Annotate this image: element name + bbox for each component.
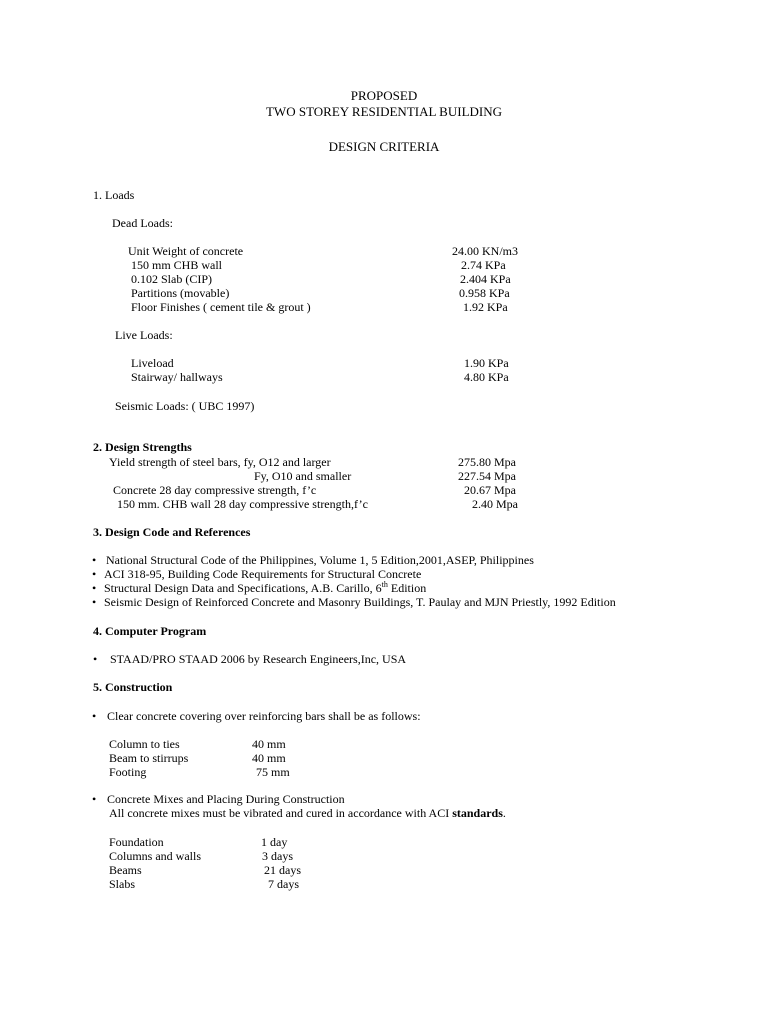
strength-value: 20.67 Mpa [464, 483, 516, 497]
dead-load-label: Floor Finishes ( cement tile & grout ) [131, 300, 311, 314]
strength-label: Yield strength of steel bars, fy, O12 and larger [109, 455, 331, 469]
bullet: • [93, 652, 98, 666]
bullet: • [92, 792, 97, 806]
title-design-criteria: DESIGN CRITERIA [328, 139, 440, 154]
dead-load-label: 150 mm CHB wall [131, 258, 223, 272]
program-item: STAAD/PRO STAAD 2006 by Research Engineers,Inc, USA [110, 652, 407, 666]
section-construction-heading: 5. Construction [93, 680, 173, 694]
bullet: • [92, 581, 97, 595]
curing-label: Slabs [109, 877, 136, 891]
title-proposed: PROPOSED [350, 88, 418, 103]
section-program-heading: 4. Computer Program [93, 624, 207, 638]
bullet: • [92, 709, 97, 723]
cover-label: Column to ties [109, 737, 180, 751]
curing-value: 1 day [261, 835, 288, 849]
reference-item: Seismic Design of Reinforced Concrete and Masonry Buildings, T. Paulay and MJN Priestly, 1992 Edition [104, 595, 616, 609]
dead-load-value: 2.74 KPa [461, 258, 506, 272]
strength-label: Concrete 28 day compressive strength, f’c [113, 483, 317, 497]
cover-value: 75 mm [256, 765, 290, 779]
strength-value: 275.80 Mpa [458, 455, 516, 469]
cover-label: Footing [109, 765, 147, 779]
mix-text-end: . [502, 806, 506, 820]
dead-loads-heading: Dead Loads: [112, 216, 173, 230]
cover-value: 40 mm [252, 751, 286, 765]
reference-item-text: Structural Design Data and Specifications, A.B. Carillo, 6 [104, 581, 382, 595]
live-load-label: Liveload [131, 356, 174, 370]
dead-load-value: 2.404 KPa [460, 272, 511, 286]
cover-intro: Clear concrete covering over reinforcing bars shall be as follows: [107, 709, 421, 723]
dead-load-label: Unit Weight of concrete [128, 244, 244, 258]
reference-item [104, 581, 426, 595]
live-loads-heading: Live Loads: [115, 328, 173, 342]
live-load-value: 1.90 KPa [464, 356, 509, 370]
bullet: • [92, 567, 97, 581]
curing-label: Columns and walls [109, 849, 201, 863]
reference-item: National Structural Code of the Philippines, Volume 1, 5 Edition,2001,ASEP, Philippines [106, 553, 534, 567]
curing-value: 21 days [264, 863, 301, 877]
seismic-loads-line: Seismic Loads: ( UBC 1997) [115, 399, 255, 413]
reference-item: ACI 318-95, Building Code Requirements for Structural Concrete [104, 567, 422, 581]
strength-label: 150 mm. CHB wall 28 day compressive strength,f’c [117, 497, 368, 511]
cover-label: Beam to stirrups [109, 751, 189, 765]
section-strengths-heading: 2. Design Strengths [93, 440, 192, 454]
bullet: • [92, 553, 97, 567]
cover-value: 40 mm [252, 737, 286, 751]
dead-load-label: Partitions (movable) [131, 286, 230, 300]
curing-label: Beams [109, 863, 142, 877]
curing-value: 7 days [268, 877, 299, 891]
reference-item-tail: Edition [387, 581, 427, 595]
mix-text [109, 806, 506, 820]
dead-load-value: 1.92 KPa [463, 300, 508, 314]
title-building: TWO STOREY RESIDENTIAL BUILDING [265, 104, 503, 119]
section-codes-heading: 3. Design Code and References [93, 525, 251, 539]
section-loads-heading: 1. Loads [93, 188, 135, 202]
dead-load-value: 0.958 KPa [459, 286, 510, 300]
live-load-label: Stairway/ hallways [131, 370, 223, 384]
strength-value: 2.40 Mpa [472, 497, 518, 511]
curing-value: 3 days [262, 849, 293, 863]
mix-text-body: All concrete mixes must be vibrated and cured in accordance with ACI [109, 806, 453, 820]
mix-intro: Concrete Mixes and Placing During Construction [107, 792, 345, 806]
mix-text-bold: standards [452, 806, 503, 820]
bullet: • [92, 595, 97, 609]
live-load-value: 4.80 KPa [464, 370, 509, 384]
dead-load-value: 24.00 KN/m3 [452, 244, 518, 258]
strength-value: 227.54 Mpa [458, 469, 516, 483]
dead-load-label: 0.102 Slab (CIP) [131, 272, 212, 286]
curing-label: Foundation [109, 835, 164, 849]
ordinal-suffix: th [381, 580, 388, 589]
strength-label: Fy, O10 and smaller [254, 469, 352, 483]
